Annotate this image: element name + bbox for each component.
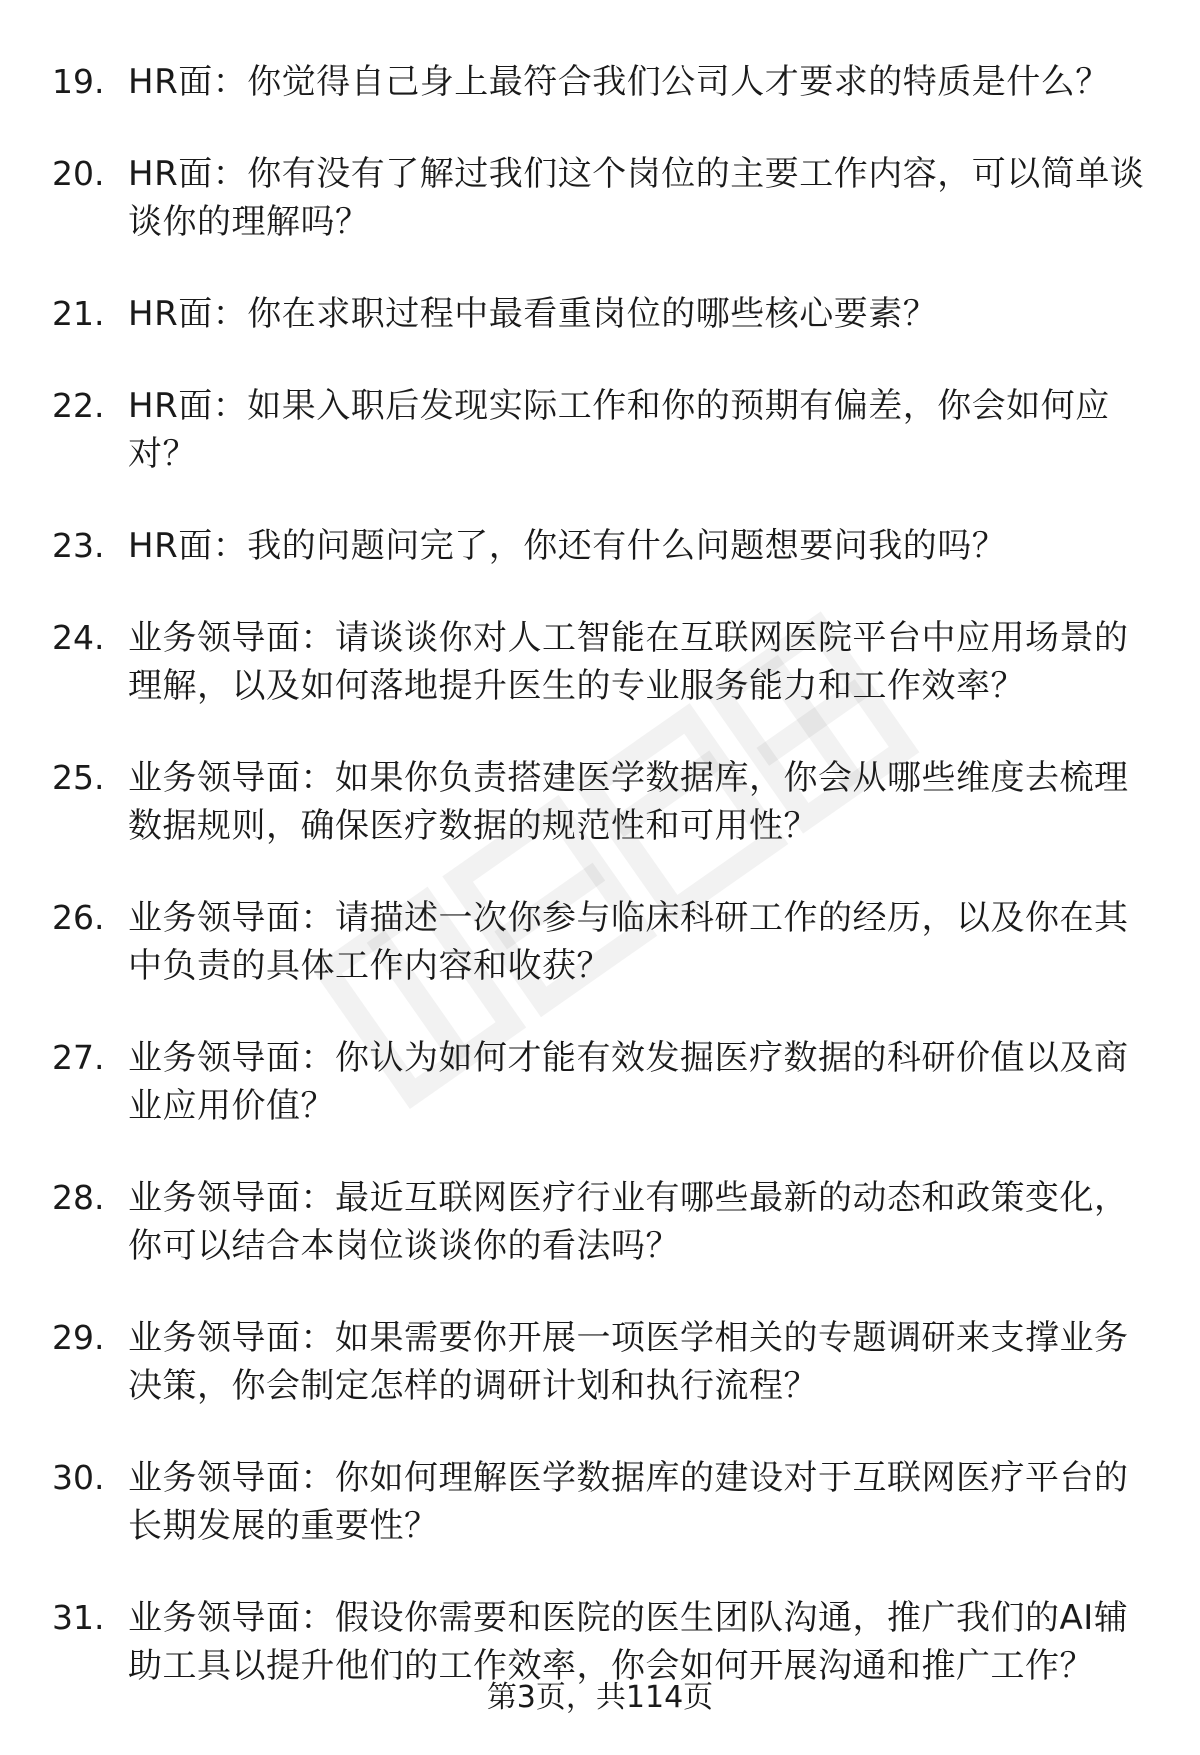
question-text: 业务领导面：请描述一次你参与临床科研工作的经历，以及你在其中负责的具体工作内容和收获？ (128, 898, 1129, 986)
question-number: 23. (52, 526, 105, 565)
question-number: 28. (52, 1178, 105, 1217)
question-number: 24. (52, 618, 105, 657)
question-number: 27. (52, 1038, 105, 1077)
question-text: HR面：我的问题问完了，你还有什么问题想要问我的吗？ (128, 526, 1007, 566)
question-number: 31. (52, 1598, 105, 1637)
question-item (52, 614, 1162, 710)
question-number: 20. (52, 154, 105, 193)
question-text: 业务领导面：你认为如何才能有效发掘医疗数据的科研价值以及商业应用价值？ (128, 1038, 1129, 1126)
question-item (52, 894, 1162, 990)
question-item (52, 150, 1162, 246)
question-item (52, 1034, 1162, 1130)
question-item (52, 754, 1162, 850)
question-text: 业务领导面：请谈谈你对人工智能在互联网医院平台中应用场景的理解，以及如何落地提升医生的专业服务能力和工作效率？ (128, 618, 1129, 706)
question-item (52, 290, 1162, 338)
question-item (52, 1174, 1162, 1270)
question-number: 26. (52, 898, 105, 937)
question-text: 业务领导面：最近互联网医疗行业有哪些最新的动态和政策变化，你可以结合本岗位谈谈你的看法吗？ (128, 1178, 1129, 1266)
question-text: HR面：你有没有了解过我们这个岗位的主要工作内容，可以简单谈谈你的理解吗？ (128, 154, 1145, 242)
question-text: 业务领导面：如果需要你开展一项医学相关的专题调研来支撑业务决策，你会制定怎样的调研计划和执行流程？ (128, 1318, 1129, 1406)
question-list (52, 58, 1162, 1734)
page-footer: 第3页，共114页 (486, 1680, 714, 1715)
question-text: 业务领导面：假设你需要和医院的医生团队沟通，推广我们的AI辅助工具以提升他们的工作效率，你会如何开展沟通和推广工作？ (128, 1598, 1129, 1686)
question-text: HR面：如果入职后发现实际工作和你的预期有偏差，你会如何应对？ (128, 386, 1110, 474)
question-item (52, 1454, 1162, 1550)
question-item (52, 1314, 1162, 1410)
question-text: 业务领导面：你如何理解医学数据库的建设对于互联网医疗平台的长期发展的重要性？ (128, 1458, 1129, 1546)
question-item (52, 522, 1162, 570)
question-number: 21. (52, 294, 105, 333)
question-number: 30. (52, 1458, 105, 1497)
question-number: 22. (52, 386, 105, 425)
question-text: HR面：你觉得自己身上最符合我们公司人才要求的特质是什么？ (128, 62, 1110, 102)
question-number: 25. (52, 758, 105, 797)
question-number: 29. (52, 1318, 105, 1357)
question-number: 19. (52, 62, 105, 101)
question-text: HR面：你在求职过程中最看重岗位的哪些核心要素？ (128, 294, 938, 334)
question-text: 业务领导面：如果你负责搭建医学数据库，你会从哪些维度去梳理数据规则，确保医疗数据的规范性和可用性？ (128, 758, 1129, 846)
question-item (52, 1594, 1162, 1690)
question-item (52, 382, 1162, 478)
question-item (52, 58, 1162, 106)
